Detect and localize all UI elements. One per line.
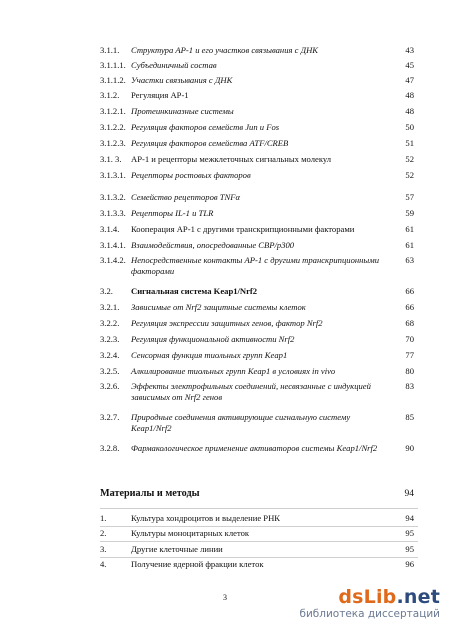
entry-title: АР-1 и рецепторы межклеточных сигнальных молекул xyxy=(131,154,332,164)
entry-number: 3.2. xyxy=(100,286,113,296)
entry-number: 3.2.1. xyxy=(100,302,120,312)
entry-number: 3.1.2.1. xyxy=(100,106,126,116)
entry-page: 52 xyxy=(405,154,414,164)
entry-title: Зависимые от Nrf2 защитные системы клеток xyxy=(131,302,306,312)
dslib-logo xyxy=(299,586,440,608)
entry-page: 95 xyxy=(405,528,414,538)
entry-page: 90 xyxy=(405,443,414,453)
entry-page: 94 xyxy=(405,513,414,523)
entry-number: 3.1.2. xyxy=(100,90,120,100)
entry-number: 3.1.3.1. xyxy=(100,170,126,180)
entry-number: 3.2.7. xyxy=(100,412,120,422)
entry-page: 85 xyxy=(405,412,414,422)
dslib-watermark xyxy=(299,586,440,620)
entry-title: Субъединичный состав xyxy=(131,60,217,70)
entry-number: 3.2.8. xyxy=(100,443,120,453)
entry-number: 3.1.1.1. xyxy=(100,60,126,70)
entry-title: Непосредственные контакты АР-1 с другими транскрипционными факторами xyxy=(131,255,379,276)
entry-number: 3.1.1.2. xyxy=(100,75,126,85)
divider xyxy=(100,526,418,527)
entry-number: 3.1.4.2. xyxy=(100,255,126,265)
entry-page: 83 xyxy=(405,381,414,391)
entry-page: 77 xyxy=(405,350,414,360)
divider xyxy=(100,541,418,542)
entry-title: Рецепторы IL-1 и TLR xyxy=(131,208,214,218)
page-number: 3 xyxy=(223,593,227,602)
entry-title: Фармакологическое применение активаторов системы Keap1/Nrf2 xyxy=(131,443,378,453)
entry-title: Кооперация АР-1 с другими транскрипционными факторами xyxy=(131,224,355,234)
divider xyxy=(100,508,418,509)
entry-page: 52 xyxy=(405,170,414,180)
entry-title: Рецепторы ростовых факторов xyxy=(131,170,251,180)
entry-page: 63 xyxy=(405,255,414,265)
entry-number: 3.1.2.3. xyxy=(100,138,126,148)
entry-number: 3.2.6. xyxy=(100,381,120,391)
entry-page: 80 xyxy=(405,366,414,376)
entry-number: 3.1.1. xyxy=(100,45,120,55)
entry-number: 3.1.3.2. xyxy=(100,192,126,202)
entry-title: Регуляция факторов семейств Jun и Fos xyxy=(131,122,280,132)
entry-page: 51 xyxy=(405,138,414,148)
entry-title: Природные соединения активирующие сигнальную систему Keap1/Nrf2 xyxy=(131,412,351,433)
entry-number: 3.1.2.2. xyxy=(100,122,126,132)
entry-title: Участки связывания с ДНК xyxy=(131,75,233,85)
entry-page: 57 xyxy=(405,192,414,202)
entry-number: 1. xyxy=(100,513,107,523)
entry-title: Культуры моноцитарных клеток xyxy=(131,528,250,538)
entry-number: 3. xyxy=(100,544,107,554)
entry-number: 2. xyxy=(100,528,107,538)
entry-page: 96 xyxy=(405,559,414,569)
entry-number: 3.1.4.1. xyxy=(100,240,126,250)
entry-page: 66 xyxy=(405,302,414,312)
entry-page: 66 xyxy=(405,286,414,296)
logo-part1: dsLib xyxy=(338,586,397,608)
entry-number: 3.1.3.3. xyxy=(100,208,126,218)
entry-page: 50 xyxy=(405,122,414,132)
watermark-subtitle: библиотека диссертаций xyxy=(299,608,440,620)
entry-title: Сенсорная функция тиольных групп Keap1 xyxy=(131,350,288,360)
entry-title: Структура АР-1 и его участков связывания с ДНК xyxy=(131,45,318,55)
entry-title: Эффекты электрофильных соединений, несвязанные с индукцией зависимых от Nrf2 генов xyxy=(131,381,371,402)
entry-number: 3.2.2. xyxy=(100,318,120,328)
entry-page: 45 xyxy=(405,60,414,70)
entry-title: Семейство рецепторов TNFα xyxy=(131,192,241,202)
entry-title: Регуляция АР-1 xyxy=(131,90,189,100)
entry-number: 3.1. 3. xyxy=(100,154,122,164)
entry-title: Получение ядерной фракции клеток xyxy=(131,559,264,569)
entry-page: 59 xyxy=(405,208,414,218)
entry-number: 3.2.3. xyxy=(100,334,120,344)
entry-title: Культура хондроцитов и выделение РНК xyxy=(131,513,281,523)
entry-page: 95 xyxy=(405,544,414,554)
entry-number: 3.1.4. xyxy=(100,224,120,234)
section-title: Материалы и методы xyxy=(100,488,200,499)
entry-page: 48 xyxy=(405,106,414,116)
entry-title: Взаимодействия, опосредованные CBP/p300 xyxy=(131,240,295,250)
entry-title: Протеинкиназные системы xyxy=(131,106,234,116)
entry-title: Регуляция экспрессии защитных генов, фактор Nrf2 xyxy=(131,318,323,328)
entry-page: 61 xyxy=(405,224,414,234)
entry-page: 70 xyxy=(405,334,414,344)
entry-number: 3.2.5. xyxy=(100,366,120,376)
logo-part2: .net xyxy=(396,586,440,608)
entry-title: Сигнальная система Keap1/Nrf2 xyxy=(131,286,258,296)
entry-title: Регуляция функциональной активности Nrf2 xyxy=(131,334,295,344)
entry-page: 47 xyxy=(405,75,414,85)
divider xyxy=(100,557,418,558)
section-page: 94 xyxy=(404,489,414,499)
entry-title: Другие клеточные линии xyxy=(131,544,223,554)
entry-number: 3.2.4. xyxy=(100,350,120,360)
entry-page: 68 xyxy=(405,318,414,328)
entry-number: 4. xyxy=(100,559,107,569)
entry-page: 43 xyxy=(405,45,414,55)
entry-title: Регуляция факторов семейства ATF/CREB xyxy=(131,138,289,148)
entry-page: 61 xyxy=(405,240,414,250)
entry-title: Алкилирование тиольных групп Keap1 в условиях in vivo xyxy=(131,366,336,376)
entry-page: 48 xyxy=(405,90,414,100)
